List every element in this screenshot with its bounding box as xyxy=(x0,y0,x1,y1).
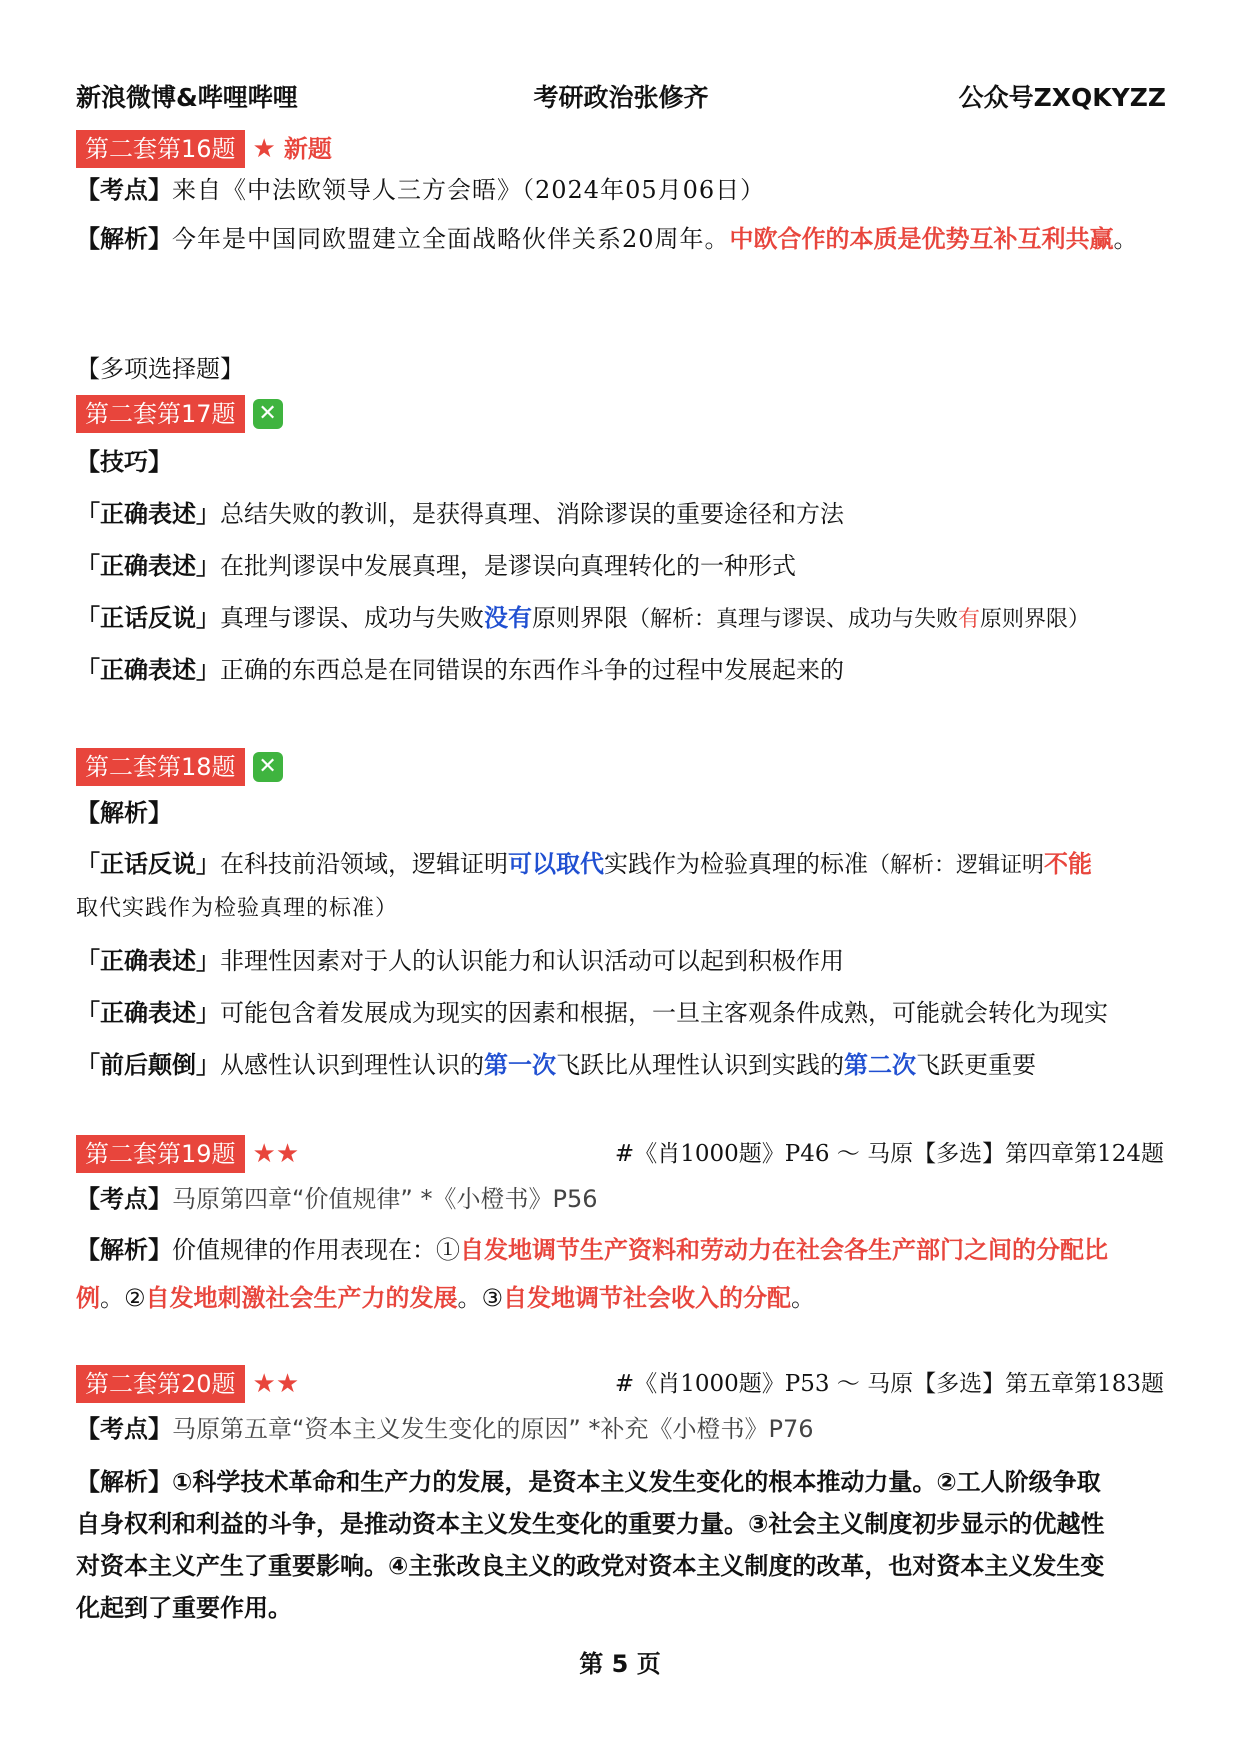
blue-highlight: 没有 xyxy=(484,604,532,632)
analysis-note: 原则界限） xyxy=(980,607,1091,632)
q17-jiqiao xyxy=(76,445,172,479)
kaodian-label: 【考点】 xyxy=(76,1185,172,1213)
statement-text: 可能包含着发展成为现实的因素和根据，一旦主客观条件成熟，可能就会转化为现实 xyxy=(220,999,1108,1027)
statement-text: 飞跃更重要 xyxy=(916,1051,1036,1079)
red-highlight: 有 xyxy=(958,607,981,632)
multi-choice-title xyxy=(76,352,244,386)
page-number: 第 5 页 xyxy=(579,1650,661,1678)
q20-title xyxy=(76,1365,299,1403)
q17-line1 xyxy=(76,497,844,531)
jiexi-label: 【解析】 xyxy=(76,225,172,253)
header-right: 公众号ZXQKYZZ xyxy=(958,83,1166,112)
q20-jiexi-line3: 对资本主义产生了重要影响。④主张改良主义的政党对资本主义制度的改革，也对资本主义发生变 xyxy=(76,1552,1105,1580)
statement-text: 飞跃比从理性认识到实践的 xyxy=(556,1051,844,1079)
blue-highlight: 第一次 xyxy=(484,1051,556,1079)
cross-icon: ✕ xyxy=(253,399,283,429)
q19-jiexi-cont xyxy=(76,1281,815,1315)
statement-text: 在科技前沿领域，逻辑证明 xyxy=(220,850,508,878)
q18-line1 xyxy=(76,847,1092,883)
star-icon: ★★ xyxy=(252,1369,300,1399)
analysis-note: 取代实践作为检验真理的标准） xyxy=(76,896,399,921)
red-highlight: 不能 xyxy=(1044,850,1093,878)
statement-text: 正确的东西总是在同错误的东西作斗争的过程中发展起来的 xyxy=(220,656,844,684)
jiexi-end: 。 xyxy=(1113,225,1138,253)
statement-text: 总结失败的教训，是获得真理、消除谬误的重要途径和方法 xyxy=(220,500,844,528)
jiexi-text: 今年是中国同欧盟建立全面战略伙伴关系20周年。 xyxy=(172,225,730,253)
statement-label: 「正确表述」 xyxy=(76,656,220,684)
red-highlight: 自发地调节生产资料和劳动力在社会各生产部门之间的分配比 xyxy=(460,1236,1108,1264)
analysis-note: （解析：真理与谬误、成功与失败 xyxy=(628,607,959,632)
header-left: 新浪微博&哔哩哔哩 xyxy=(76,83,298,112)
q17-line4 xyxy=(76,653,844,687)
q18-title xyxy=(76,748,283,786)
statement-label: 「正话反说」 xyxy=(76,604,220,632)
statement-label: 「前后颠倒」 xyxy=(76,1051,220,1079)
statement-text: 在批判谬误中发展真理，是谬误向真理转化的一种形式 xyxy=(220,552,796,580)
jiexi-label: 【解析】 xyxy=(76,1236,172,1264)
question-tag: 第二套第16题 xyxy=(76,130,245,168)
star-icon: ★ xyxy=(252,134,276,164)
header-center: 考研政治张修齐 xyxy=(533,83,709,112)
kaodian-label: 【考点】 xyxy=(76,1415,172,1443)
q19-reference: #《肖1000题》P46 ～ 马原【多选】第四章第124题 xyxy=(614,1141,1164,1167)
q18-line2 xyxy=(76,944,844,978)
question-tag: 第二套第19题 xyxy=(76,1135,245,1173)
statement-label: 「正确表述」 xyxy=(76,947,220,975)
q16-kaodian xyxy=(76,173,765,207)
jiexi-text: 。 xyxy=(791,1284,816,1312)
red-highlight: 例 xyxy=(76,1284,100,1312)
q19-kaodian xyxy=(76,1182,598,1216)
page-header xyxy=(76,78,1166,114)
jiqiao-label: 【技巧】 xyxy=(76,448,172,476)
kaodian-text: 马原第五章“资本主义发生变化的原因” *补充《小橙书》P76 xyxy=(172,1415,814,1443)
analysis-note: （解析：逻辑证明 xyxy=(868,853,1045,878)
q19-title xyxy=(76,1135,299,1173)
statement-text: 非理性因素对于人的认识能力和认识活动可以起到积极作用 xyxy=(220,947,844,975)
cross-icon: ✕ xyxy=(253,752,283,782)
q20-jiexi-line4: 化起到了重要作用。 xyxy=(76,1594,292,1622)
q20-kaodian xyxy=(76,1412,814,1446)
jiexi-text: 价值规律的作用表现在：① xyxy=(172,1236,460,1264)
kaodian-label: 【考点】 xyxy=(76,176,172,204)
blue-highlight: 第二次 xyxy=(844,1051,916,1079)
q17-title xyxy=(76,395,283,433)
blue-highlight: 可以取代 xyxy=(508,850,604,878)
jiexi-text: 。③ xyxy=(457,1284,504,1312)
q20-jiexi-line1 xyxy=(76,1465,1101,1499)
q18-line1-cont xyxy=(76,892,398,926)
q16-title xyxy=(76,130,332,168)
q18-jiexi xyxy=(76,796,172,830)
q18-line3 xyxy=(76,996,1108,1030)
statement-label: 「正话反说」 xyxy=(76,850,220,878)
statement-label: 「正确表述」 xyxy=(76,999,220,1027)
q16-jiexi xyxy=(76,222,1138,256)
q19-jiexi xyxy=(76,1233,1108,1267)
red-highlight: 自发地刺激社会生产力的发展 xyxy=(145,1284,458,1312)
q20-reference: #《肖1000题》P53 ～ 马原【多选】第五章第183题 xyxy=(614,1371,1164,1397)
star-icon: ★★ xyxy=(252,1139,300,1169)
q18-line4 xyxy=(76,1048,1036,1082)
jiexi-text: 。② xyxy=(100,1284,146,1312)
kaodian-text: 来自《中法欧领导人三方会晤》（2024年05月06日） xyxy=(172,176,766,204)
q17-line3 xyxy=(76,601,1090,637)
statement-label: 「正确表述」 xyxy=(76,500,220,528)
question-tag: 第二套第18题 xyxy=(76,748,245,786)
statement-text: 实践作为检验真理的标准 xyxy=(604,850,868,878)
jiexi-highlight: 中欧合作的本质是优势互补互利共赢 xyxy=(729,225,1114,253)
section-title: 【多项选择题】 xyxy=(76,355,244,383)
jiexi-text: ①科学技术革命和生产力的发展，是资本主义发生变化的根本推动力量。②工人阶级争取 xyxy=(172,1468,1101,1496)
statement-text: 真理与谬误、成功与失败 xyxy=(220,604,484,632)
red-highlight: 自发地调节社会收入的分配 xyxy=(503,1284,792,1312)
statement-text: 从感性认识到理性认识的 xyxy=(220,1051,484,1079)
new-label: 新题 xyxy=(283,135,332,163)
statement-text: 原则界限 xyxy=(532,604,628,632)
q20-jiexi-line2: 自身权利和利益的斗争，是推动资本主义发生变化的重要力量。③社会主义制度初步显示的优越性 xyxy=(76,1510,1105,1538)
jiexi-label: 【解析】 xyxy=(76,1468,172,1496)
jiexi-label: 【解析】 xyxy=(76,799,172,827)
question-tag: 第二套第17题 xyxy=(76,395,245,433)
kaodian-text: 马原第四章“价值规律” *《小橙书》P56 xyxy=(172,1185,598,1213)
q17-line2 xyxy=(76,549,796,583)
question-tag: 第二套第20题 xyxy=(76,1365,245,1403)
statement-label: 「正确表述」 xyxy=(76,552,220,580)
